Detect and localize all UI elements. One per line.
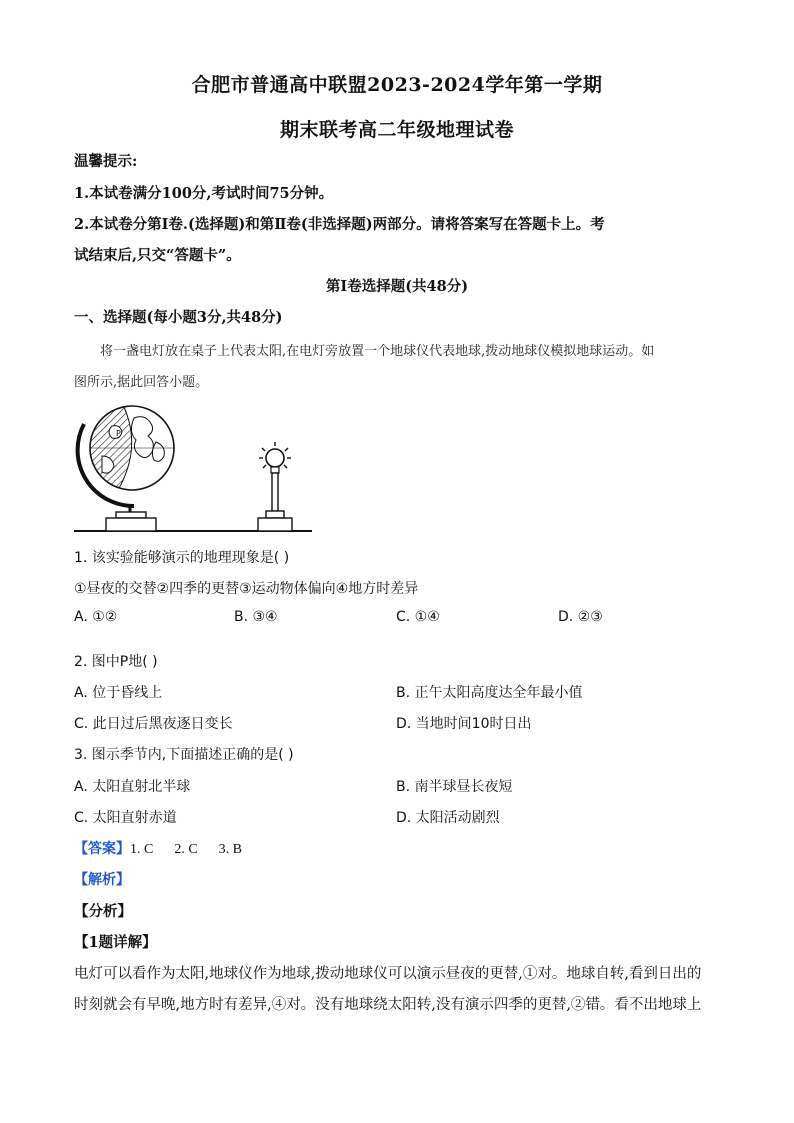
q2-option-a: A. 位于昏线上 [74,685,163,701]
globe-icon [90,406,174,490]
detail1-line-1: 电灯可以看作为太阳,地球仪作为地球,拨动地球仪可以演示昼夜的更替,①对。地球自转,看到日出的 [74,966,702,982]
q1-option-b: B. ③④ [234,609,278,625]
q2-option-c: C. 此日过后黑夜逐日变长 [74,716,233,732]
notice-item-2-cont: 试结束后,只交“答题卡”。 [74,247,241,264]
q1-stem: 1. 该实验能够演示的地理现象是( ) [74,550,290,566]
notice-heading: 温馨提示: [74,153,138,170]
q3-option-b: B. 南半球昼长夜短 [396,779,513,795]
lamp-sun-icon [258,442,292,531]
fenxi-heading: 【分析】 [74,903,132,920]
globe-lamp-figure [72,396,322,536]
q1-statements: ①昼夜的交替②四季的更替③运动物体偏向④地方时差异 [74,581,419,597]
answer-values: 1. C 2. C 3. B [130,842,243,857]
q3-option-c: C. 太阳直射赤道 [74,810,177,826]
q2-stem: 2. 图中P地( ) [74,654,158,670]
jiexi-line [74,869,130,889]
q1-option-c: C. ①④ [396,609,440,625]
detail1-line-2: 时刻就会有早晚,地方时有差异,④对。没有地球绕太阳转,没有演示四季的更替,②错。看不出地球上 [74,997,702,1013]
globe-point-label: P [116,429,121,438]
q1-option-d: D. ②③ [558,609,603,625]
exam-title-line1: 合肥市普通高中联盟2023-2024学年第一学期 [191,74,603,96]
notice-item-2: 2.本试卷分第Ⅰ卷.(选择题)和第Ⅱ卷(非选择题)两部分。请将答案写在答题卡上。考 [74,216,605,233]
part-title: 第Ⅰ卷选择题(共48分) [325,278,469,295]
exam-title-line2: 期末联考高二年级地理试卷 [279,119,514,141]
q3-option-d: D. 太阳活动剧烈 [396,810,500,826]
section-heading: 一、选择题(每小题3分,共48分) [74,309,283,326]
q2-option-d: D. 当地时间10时日出 [396,716,532,732]
notice-item-1: 1.本试卷满分100分,考试时间75分钟。 [74,185,334,202]
intro-line-1: 将一盏电灯放在桌子上代表太阳,在电灯旁放置一个地球仪代表地球,拨动地球仪模拟地球运动。如 [100,344,655,359]
q2-option-b: B. 正午太阳高度达全年最小值 [396,685,583,701]
answer-line [74,838,242,858]
answer-tag: 【答案】 [74,841,130,857]
intro-line-2: 图所示,据此回答小题。 [74,375,209,390]
detail1-heading: 【1题详解】 [74,934,157,951]
q3-stem: 3. 图示季节内,下面描述正确的是( ) [74,747,294,763]
q1-option-a: A. ①② [74,609,118,625]
jiexi-tag: 【解析】 [74,872,130,888]
q3-option-a: A. 太阳直射北半球 [74,779,191,795]
